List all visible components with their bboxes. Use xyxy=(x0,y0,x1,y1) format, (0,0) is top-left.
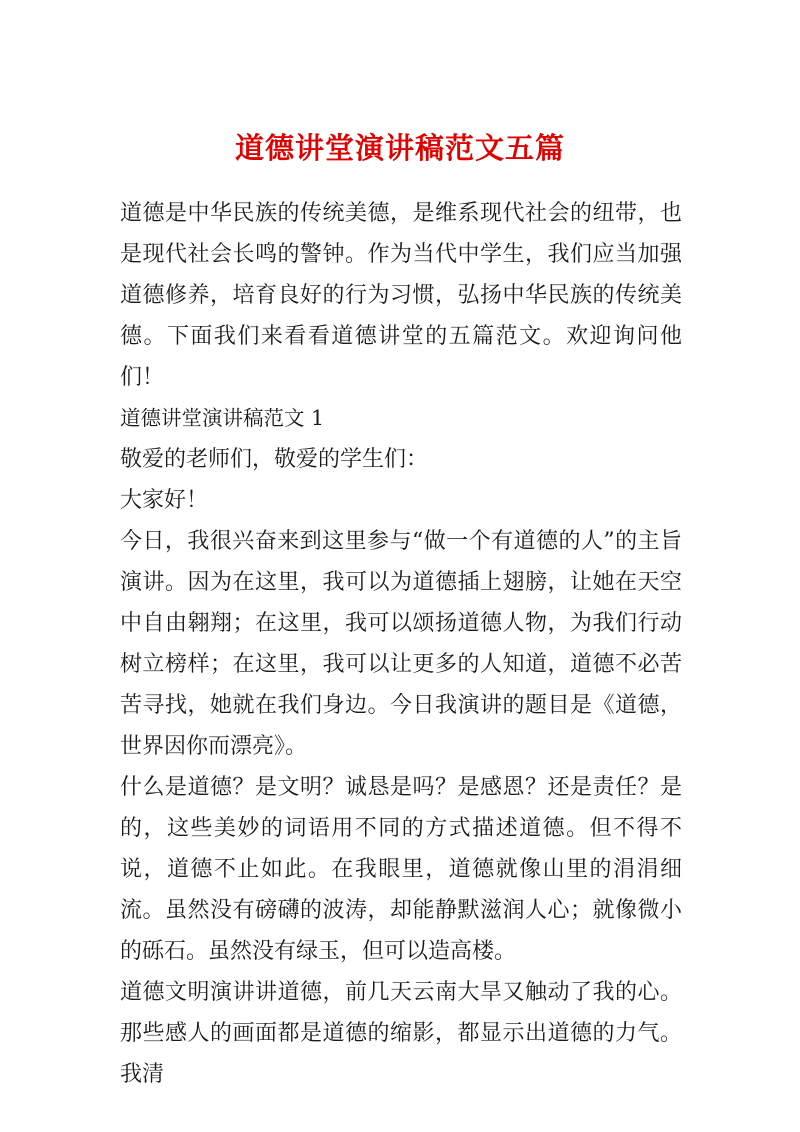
body-paragraph: 什么是道德？是文明？诚恳是吗？是感恩？还是责任？是的，这些美妙的词语用不同的方式描述道德。但不得不说，道德不止如此。在我眼里，道德就像山里的涓涓细流。虽然没有磅礴的波涛，却能静默滋润人心；就像微小的砾石。虽然没有绿玉，但可以造高楼。 xyxy=(120,775,682,964)
document-body xyxy=(120,193,682,1095)
document-title: 道德讲堂演讲稿范文五篇 xyxy=(234,131,565,165)
body-paragraph: 今日，我很兴奋来到这里参与“做一个有道德的人”的主旨演讲。因为在这里，我可以为道德插上翅膀，让她在天空中自由翱翔；在这里，我可以颂扬道德人物，为我们行动树立榜样；在这里，我可以让更多的人知道，道德不必苦苦寻找，她就在我们身边。今日我演讲的题目是《道德，世界因你而漂亮》。 xyxy=(120,529,682,759)
body-paragraph: 道德文明演讲讲道德，前几天云南大旱又触动了我的心。那些感人的画面都是道德的缩影，都显示出道德的力气。我清 xyxy=(120,980,682,1087)
section-heading: 道德讲堂演讲稿范文 1 xyxy=(120,406,325,430)
salutation-paragraph: 敬爱的老师们，敬爱的学生们： xyxy=(120,447,429,472)
intro-paragraph: 道德是中华民族的传统美德，是维系现代社会的纽带，也是现代社会长鸣的警钟。作为当代中学生，我们应当加强道德修养，培育良好的行为习惯，弘扬中华民族的传统美德。下面我们来看看道德讲堂的五篇范文。欢迎询问他们！ xyxy=(120,201,682,390)
greeting-paragraph: 大家好！ xyxy=(120,488,209,513)
